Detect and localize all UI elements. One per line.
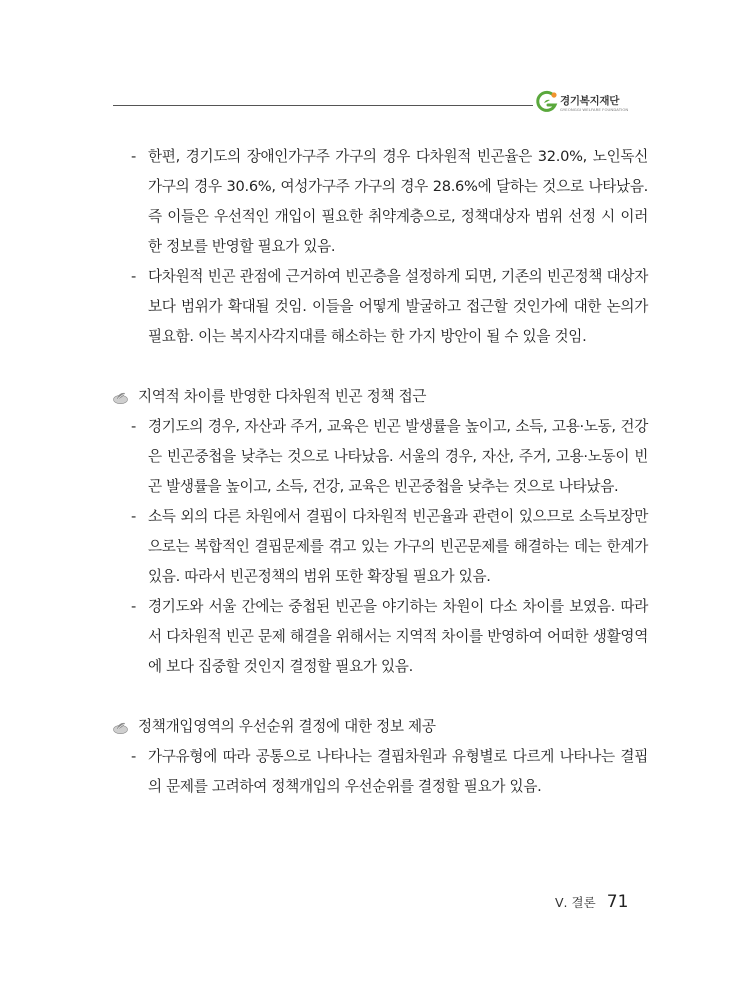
bullet-item <box>108 502 648 592</box>
header-rule <box>113 105 533 106</box>
bullet-item <box>108 592 648 682</box>
report-body <box>108 142 648 802</box>
bullet-item <box>108 412 648 502</box>
logo-subtitle: GYEONGGI WELFARE FOUNDATION <box>560 107 629 112</box>
footer-section-title: Ⅴ. 결론 <box>555 895 596 910</box>
section-heading-text: 지역적 차이를 반영한 다차원적 빈곤 정책 접근 <box>138 388 427 405</box>
bullet-text: 소득 외의 다른 차원에서 결핍이 다차원적 빈곤율과 관련이 있으므로 소득보장만으로는 복합적인 결핍문제를 겪고 있는 가구의 빈곤문제를 해결하는 데는 한계가 있음. 따라서 빈곤정책의 범위 또한 확장될 필요가 있음. <box>148 508 648 585</box>
bullet-item <box>108 742 648 802</box>
page-number: 71 <box>606 892 629 912</box>
bullet-text: 다차원적 빈곤 관점에 근거하여 빈곤층을 설정하게 되면, 기존의 빈곤정책 대상자보다 범위가 확대될 것임. 이들을 어떻게 발굴하고 접근할 것인가에 대한 논의가 필요함. 이는 복지사각지대를 해소하는 한 가지 방안이 될 수 있을 것임. <box>148 268 648 345</box>
dash-marker: - <box>131 748 136 765</box>
bullet-text: 가구유형에 따라 공통으로 나타나는 결핍차원과 유형별로 다르게 나타나는 결핍의 문제를 고려하여 정책개입의 우선순위를 결정할 필요가 있음. <box>148 748 648 795</box>
bullet-item <box>108 262 648 352</box>
section-heading <box>108 382 648 412</box>
dash-marker: - <box>131 508 136 525</box>
section-heading <box>108 712 648 742</box>
foundation-logo <box>535 90 645 116</box>
logo-name: 경기복지재단 <box>560 95 620 107</box>
section-heading-text: 정책개입영역의 우선순위 결정에 대한 정보 제공 <box>138 718 436 735</box>
bullet-text: 한편, 경기도의 장애인가구주 가구의 경우 다차원적 빈곤율은 32.0%, 노인독신가구의 경우 30.6%, 여성가구주 가구의 경우 28.6%에 달하는 것으로 나타났음. 즉 이들은 우선적인 개입이 필요한 취약계층으로, 정책대상자 범위 선정 시 이러한 정보를 반영할 필요가 있음. <box>148 148 648 255</box>
page-footer <box>555 892 628 912</box>
dash-marker: - <box>131 418 136 435</box>
bullet-item <box>108 142 648 262</box>
dash-marker: - <box>131 148 136 165</box>
gyeonggi-welfare-logo-icon <box>535 90 559 114</box>
bullet-leaf-icon <box>112 720 129 735</box>
dash-marker: - <box>131 598 136 615</box>
bullet-text: 경기도와 서울 간에는 중첩된 빈곤을 야기하는 차원이 다소 차이를 보였음. 따라서 다차원적 빈곤 문제 해결을 위해서는 지역적 차이를 반영하여 어떠한 생활영역에 보다 집중할 것인지 결정할 필요가 있음. <box>148 598 648 675</box>
dash-marker: - <box>131 268 136 285</box>
bullet-text: 경기도의 경우, 자산과 주거, 교육은 빈곤 발생률을 높이고, 소득, 고용·노동, 건강은 빈곤중첩을 낮추는 것으로 나타났음. 서울의 경우, 자산, 주거, 고용·노동이 빈곤 발생률을 높이고, 소득, 건강, 교육은 빈곤중첩을 낮추는 것으로 나타났음. <box>148 418 648 495</box>
bullet-leaf-icon <box>112 390 129 405</box>
